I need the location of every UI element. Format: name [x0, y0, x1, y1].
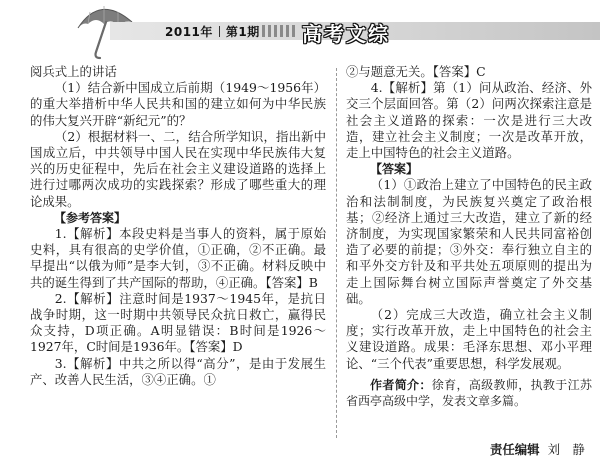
editor-credit	[490, 440, 585, 458]
issue-number: 第1期	[225, 25, 260, 39]
answer-item-4: 4.【解析】第（1）问从政治、经济、外交三个层面回答。第（2）问两次探索注意是社会主义道路的探索：一次是进行三大改造，建立社会主义制度；一次是改革开放，走上中国特色的社会主义道路。	[346, 80, 592, 161]
issue-year: 2011年	[165, 25, 213, 39]
answer-heading: 【参考答案】	[54, 210, 127, 225]
answer-item-2: 2.【解析】注意时间是1937～1945年，是抗日战争时期，这一时期中共领导民众抗日救亡，赢得民众支持，D项正确。A明显错误：B时间是1926～1927年，C时间是1936年。【答案】D	[30, 290, 326, 355]
page-header	[0, 0, 600, 64]
editor-name: 刘 静	[547, 442, 585, 457]
question-1: （1）结合新中国成立后前期（1949～1956年）的重大举措析中华人民共和国的建立如何为中华民族的伟大复兴开辟“新纪元”的？	[30, 80, 326, 128]
answer-item-3-cont: ②与题意无关。【答案】C	[346, 64, 486, 79]
column-divider	[336, 68, 337, 438]
answer-item-1: 1.【解析】本段史料是当事人的资料，属于原始史料，具有很高的史学价值，①正确，②不正确。最早提出“以俄为师”是李大钊，③不正确。材料反映中共的诞生得到了共产国际的帮助，④正确。【答案】B	[30, 226, 326, 290]
answer-part-2: （2）完成三大改造，确立社会主义制度；实行改革开放，走上中国特色的社会主义建设道路。成果：毛泽东思想、邓小平理论、“三个代表”重要思想，科学发展观。	[346, 307, 592, 371]
header-stripes	[262, 25, 296, 37]
issue-info	[165, 23, 260, 40]
answer-label: 【答案】	[370, 162, 419, 177]
author-bio	[346, 377, 592, 409]
answer-part-1: （1）①政治上建立了中国特色的民主政治和法制制度，为民族复兴奠定了政治根基；②经济上通过三大改造，建立了新的经济制度，为实现国家繁荣和人民共同富裕创造了必要的前提；③外交：奉行独立自主的和平外交方针及和平共处五项原则的提出为走上国际舞台树立国际声誉奠定了外交基础。	[346, 177, 592, 306]
material-source: 阅兵式上的讲话	[30, 64, 117, 79]
author-label: 作者简介：	[370, 377, 432, 392]
author-text: 徐育，高级教师，执教于江苏省西亭高级中学，发表文章多篇。	[346, 377, 592, 409]
editor-label: 责任编辑	[490, 442, 540, 457]
magazine-title: 高考文综	[302, 22, 390, 46]
answer-item-3: 3.【解析】中共之所以得“高分”，是由于发展生产、改善人民生活，③④正确。①	[30, 355, 326, 387]
left-column	[30, 64, 326, 388]
question-2: （2）根据材料一、二，结合所学知识，指出新中国成立后，中共领导中国人民在实现中华民族伟大复兴的历史征程中，先后在社会主义建设道路的选择上进行过哪两次成功的实践探索？形成了哪些重大的理论成果。	[30, 128, 326, 209]
right-column	[346, 64, 592, 409]
